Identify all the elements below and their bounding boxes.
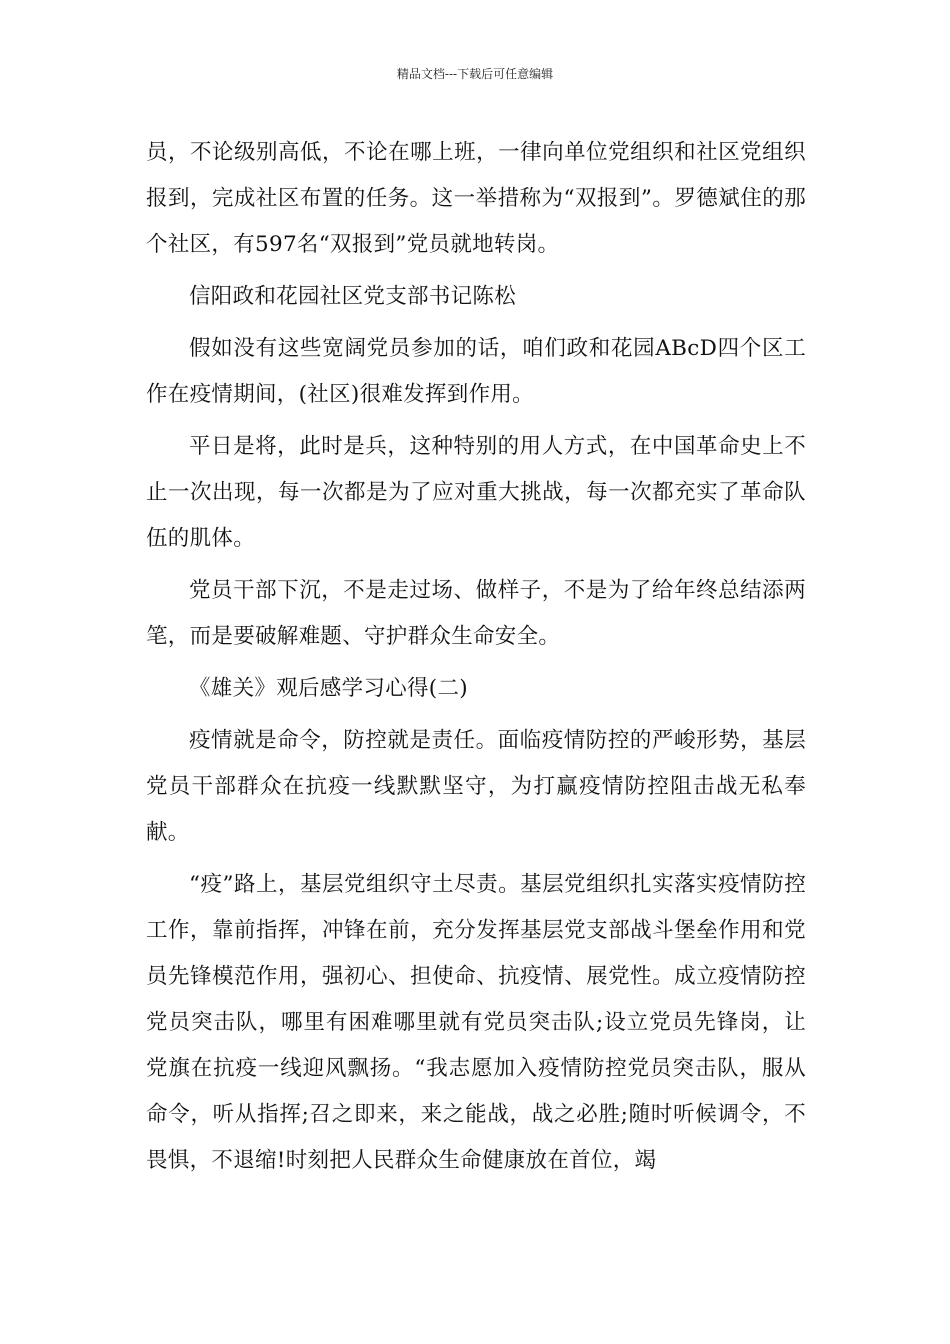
paragraph-2: 信阳政和花园社区党支部书记陈松 bbox=[189, 284, 517, 309]
section-heading: 《雄关》观后感学习心得(二) bbox=[189, 676, 468, 701]
document-body bbox=[146, 130, 806, 1184]
paragraph-4: 平日是将，此时是兵，这种特别的用人方式，在中国革命史上不止一次出现，每一次都是为了应对重大挑战，每一次都充实了革命队伍的肌体。 bbox=[146, 434, 806, 551]
paragraph-1: 员，不论级别高低，不论在哪上班，一律向单位党组织和社区党组织报到，完成社区布置的任务。这一举措称为“双报到”。罗德斌住的那个社区，有597名“双报到”党员就地转岗。 bbox=[146, 140, 806, 257]
page-header: 精品文档---下载后可任意编辑 bbox=[396, 67, 554, 81]
paragraph-3: 假如没有这些宽阔党员参加的话，咱们政和花园ABcD四个区工作在疫情期间，(社区)很难发挥到作用。 bbox=[146, 336, 806, 407]
paragraph-7: “疫”路上，基层党组织守土尽责。基层党组织扎实落实疫情防控工作，靠前指挥，冲锋在前，充分发挥基层党支部战斗堡垒作用和党员先锋模范作用，强初心、担使命、抗疫情、展党性。成立疫情防控党员突击队，哪里有困难哪里就有党员突击队;设立党员先锋岗，让党旗在抗疫一线迎风飘扬。“我志愿加入疫情防控党员突击队，服从命令，听从指挥;召之即来，来之能战，战之必胜;随时听候调令，不畏惧，不退缩!时刻把人民群众生命健康放在首位，竭 bbox=[146, 872, 806, 1173]
paragraph-5: 党员干部下沉，不是走过场、做样子，不是为了给年终总结添两笔，而是要破解难题、守护群众生命安全。 bbox=[146, 578, 806, 649]
paragraph-6: 疫情就是命令，防控就是责任。面临疫情防控的严峻形势，基层党员干部群众在抗疫一线默默坚守，为打赢疫情防控阻击战无私奉献。 bbox=[146, 728, 806, 845]
